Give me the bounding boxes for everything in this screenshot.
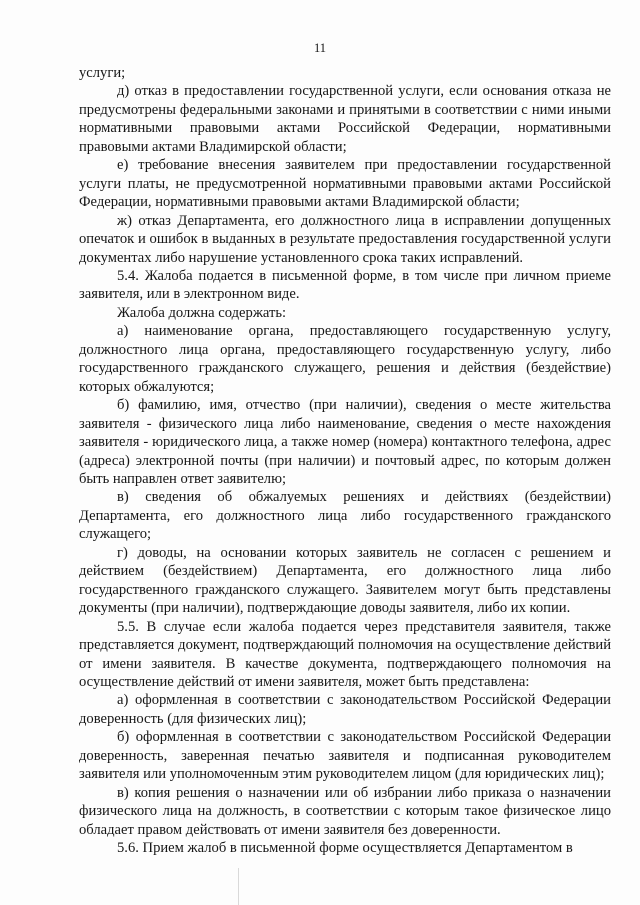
paragraph-item-e: е) требование внесения заявителем при предоставлении государственной услуги платы, не предусмотренной нормативными правовыми актами Российской Федерации, нормативными правовыми актами Владимирской области; [79,157,611,211]
page-number: 11 [313,41,327,55]
scan-artifact-line [238,868,239,905]
paragraph-continuation: услуги; [79,65,126,81]
paragraph-complaint-contents: Жалоба должна содержать: [117,304,287,321]
paragraph-item-g: г) доводы, на основании которых заявитель не согласен с решением и действием (бездействием) Департамента, его должностного лица либо государственного гражданского служащего. Заявителем могут быть представлены документы (при наличии), подтверждающие доводы заявителя, либо их копии. [79,544,611,617]
paragraph-item-zh: ж) отказ Департамента, его должностного лица в исправлении допущенных опечаток и ошибок в выданных в результате предоставления государственной услуги документах либо нарушение установленного срока таких исправлений. [79,212,611,266]
paragraph-5-5-item-a: а) оформленная в соответствии с законодательством Российской Федерации доверенность (для физических лиц); [79,692,611,727]
paragraph-5-5: 5.5. В случае если жалоба подается через представителя заявителя, также представляется документ, подтверждающий полномочия на осуществление действий от имени заявителя. В качестве документа, подтверждающего полномочия на осуществление действий от имени заявителя, может быть представлена: [79,618,611,690]
paragraph-5-6: 5.6. Прием жалоб в письменной форме осуществляется Департаментом в [117,840,573,857]
paragraph-5-5-item-b: б) оформленная в соответствии с законодательством Российской Федерации доверенность, заверенная печатью заявителя и подписанная руководителем заявителя или уполномоченным этим руководителем лицом (для юридических лиц); [79,729,611,783]
paragraph-item-d: д) отказ в предоставлении государственной услуги, если основания отказа не предусмотрены федеральными законами и принятыми в соответствии с ними иными нормативными правовыми актами Российской Федерации, нормативными правовыми актами Владимирской области; [79,83,611,155]
paragraph-item-a: а) наименование органа, предоставляющего государственную услугу, должностного лица органа, предоставляющего государственную услугу, либо государственного гражданского служащего, решения и действия (бездействие) которых обжалуются; [79,323,611,395]
document-body [79,64,611,857]
paragraph-5-5-item-v: в) копия решения о назначении или об избрании либо приказа о назначении физического лица на должность, в соответствии с которым такое физическое лицо обладает правом действовать от имени заявителя без доверенности. [79,784,611,838]
paragraph-item-v: в) сведения об обжалуемых решениях и действиях (бездействии) Департамента, его должностного лица либо государственного гражданского служащего; [79,489,611,543]
paragraph-item-b: б) фамилию, имя, отчество (при наличии), сведения о месте жительства заявителя - физического лица либо наименование, сведения о месте нахождения заявителя - юридического лица, а также номер (номера) контактного телефона, адрес (адреса) электронной почты (при наличии) и почтовый адрес, по которым должен быть направлен ответ заявителю; [79,397,611,487]
paragraph-5-4: 5.4. Жалоба подается в письменной форме, в том числе при личном приеме заявителя, или в электронном виде. [79,267,611,303]
